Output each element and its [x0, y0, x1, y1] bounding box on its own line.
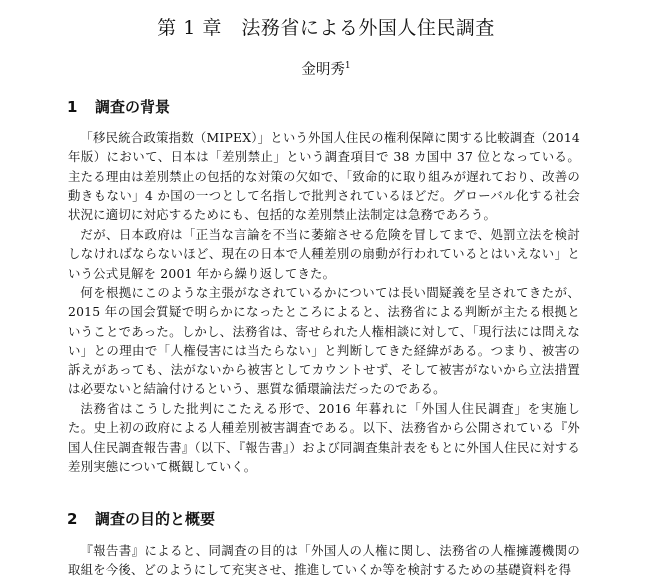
- author-name: 金明秀: [301, 62, 345, 78]
- section-number: 2: [67, 510, 78, 528]
- paragraph-purpose: 『報告書』によると、同調査の目的は「外国人の人権に関し、法務省の人権擁護機関の取組を今後、どのようにして充実させ、推進していくか等を検討するための基礎資料を得: [68, 543, 580, 578]
- section-number: 1: [67, 98, 78, 116]
- footnote-marker[interactable]: 1: [344, 61, 351, 71]
- section-title: 調査の目的と概要: [95, 510, 216, 528]
- paragraph-circular-logic: 何を根拠にこのような主張がなされているかについては長い間疑義を呈されてきたが、2015 年の国会質疑で明らかになったところによると、法務省による判断が主たる根拠ということであった。しかし、法務省は、寄せられた人権相談に対して、「現行法には問えない」との理由で「人権侵害には当たらない」と判断してきた経緯がある。つまり、被害の訴えがあっても、法がないから被害としてカウントせず、そして被害がないから立法措置は必要ないと結論付けるという、悪質な循環論法だったのである。: [68, 285, 580, 397]
- author-line: [0, 56, 652, 80]
- paragraph-mipex: 「移民統合政策指数（MIPEX）」という外国人住民の権利保障に関する比較調査（2014年版）において、日本は「差別禁止」という調査項目で 38 カ国中 37 位となっている。主たる理由は差別禁止の包括的な対策の欠如で、「致命的に取り組みが遅れており、改善の動きもない」4 か国の一つとして名指しで批判されているほどだ。グローバル化する社会状況に適切に対応するためにも、包括的な差別禁止法制定は急務であろう。: [68, 130, 580, 223]
- section-heading-purpose: [67, 509, 215, 529]
- paragraph-survey-intro: 法務省はこうした批判にこたえる形で、2016 年暮れに「外国人住民調査」を実施した。史上初の政府による人種差別被害調査である。以下、法務省から公開されている『外国人住民調査報告書』（以下、『報告書』）および同調査集計表をもとに外国人住民に対する差別実態について概観していく。: [68, 401, 580, 474]
- section-title: 調査の背景: [95, 98, 171, 116]
- paragraph-government-view: だが、日本政府は「正当な言論を不当に萎縮させる危険を冒してまで、処罰立法を検討しなければならないほど、現在の日本で人種差別の扇動が行われているとはいえない」という公式見解を 2001 年から繰り返してきた。: [68, 227, 580, 281]
- chapter-title: 第 1 章 法務省による外国人住民調査: [157, 17, 495, 39]
- section-heading-background: [67, 97, 170, 117]
